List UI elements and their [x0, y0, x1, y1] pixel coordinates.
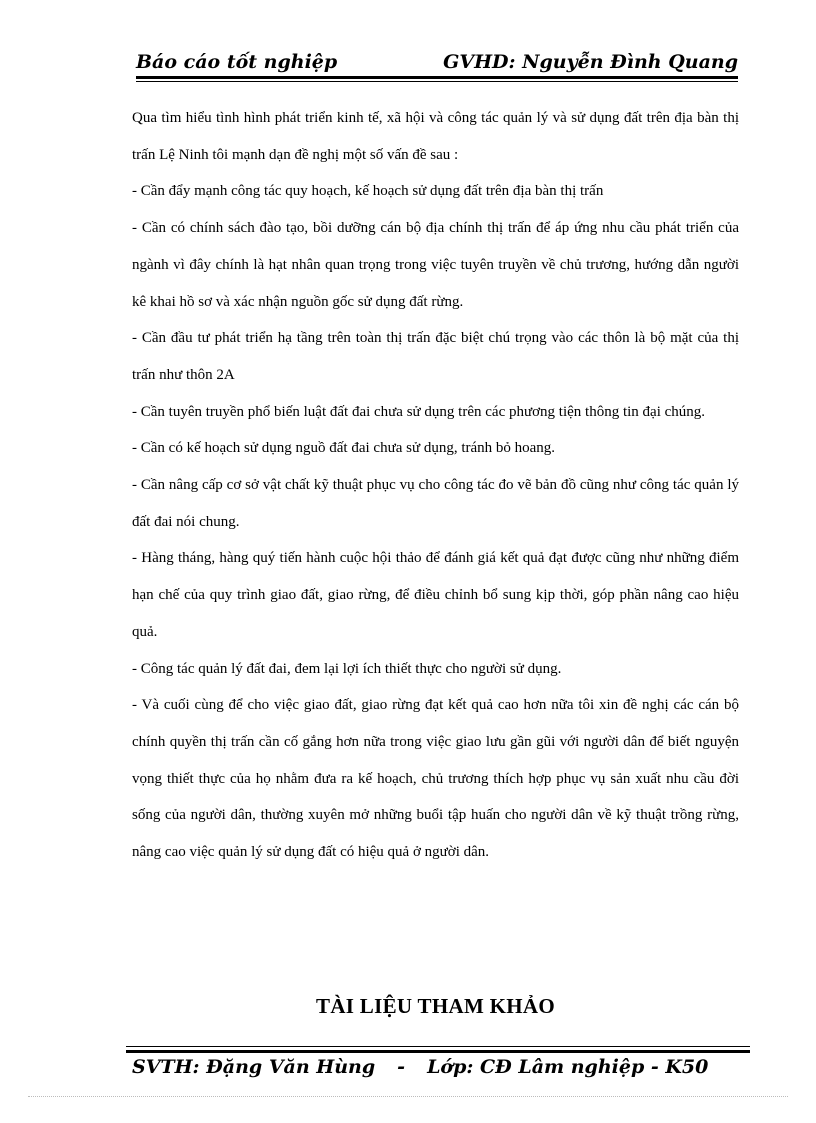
paragraph-item: - Hàng tháng, hàng quý tiến hành cuộc hội thảo để đánh giá kết quả đạt được cũng như những điểm hạn chế của quy trình giao đất, giao rừng, để điều chỉnh bổ sung kịp thời, góp phần nâng cao hiệu quả.	[132, 550, 739, 640]
paragraph-item: - Cần có chính sách đào tạo, bồi dưỡng cán bộ địa chính thị trấn để áp ứng nhu cầu phát triển của ngành vì đây chính là hạt nhân quan trọng trong việc tuyên truyền về chủ trương, hướng dẫn người kê khai hồ sơ và xác nhận nguồn gốc sử dụng đất rừng.	[132, 220, 739, 310]
footer-rule-thin	[126, 1046, 750, 1047]
paragraph-item: - Cần đẩy mạnh công tác quy hoạch, kế hoạch sử dụng đất trên địa bàn thị trấn	[132, 183, 604, 200]
header-supervisor: GVHD: Nguyễn Đình Quang	[443, 51, 738, 73]
page-bottom-border	[28, 1096, 788, 1097]
paragraph-intro: Qua tìm hiểu tình hình phát triển kinh tế, xã hội và công tác quản lý và sử dụng đất trên địa bàn thị trấn Lệ Ninh tôi mạnh dạn đề nghị một số vấn đề sau :	[132, 110, 739, 163]
header-rule-thick	[136, 76, 738, 79]
page-footer	[126, 1046, 750, 1080]
footer-student: SVTH: Đặng Văn Hùng	[132, 1056, 376, 1078]
paragraph-item: - Cần nâng cấp cơ sở vật chất kỹ thuật phục vụ cho công tác đo vẽ bản đồ cũng như công tác quản lý đất đai nói chung.	[132, 477, 739, 530]
paragraph-item: - Cần có kế hoạch sử dụng nguồ đất đai chưa sử dụng, tránh bỏ hoang.	[132, 440, 556, 457]
footer-separator: -	[397, 1056, 406, 1078]
paragraph-item: - Công tác quản lý đất đai, đem lại lợi ích thiết thực cho người sử dụng.	[132, 660, 562, 677]
paragraph-item: - Cần đầu tư phát triển hạ tầng trên toàn thị trấn đặc biệt chú trọng vào các thôn là bộ mặt của thị trấn như thôn 2A	[132, 330, 739, 383]
page-header	[136, 48, 738, 82]
paragraph-item: - Và cuối cùng để cho việc giao đất, giao rừng đạt kết quả cao hơn nữa tôi xin đề nghị các cán bộ chính quyền thị trấn cần cố gắng hơn nữa trong việc giao lưu gần gũi với người dân để biết nguyện vọng thiết thực của họ nhằm đưa ra kế hoạch, chủ trương thích hợp phục vụ sản xuất nhu cầu đời sống của người dân, thường xuyên mở những buổi tập huấn cho người dân về kỹ thuật trồng rừng, nâng cao việc quản lý sử dụng đất có hiệu quả ở người dân.	[132, 697, 739, 861]
body-text	[132, 100, 739, 871]
footer-class: Lớp: CĐ Lâm nghiệp - K50	[427, 1056, 709, 1078]
header-report-title: Báo cáo tốt nghiệp	[136, 51, 338, 73]
footer-text	[132, 1056, 708, 1078]
references-heading: TÀI LIỆU THAM KHẢO	[316, 994, 555, 1018]
footer-rule-thick	[126, 1050, 750, 1053]
header-rule-thin	[136, 81, 738, 82]
paragraph-item: - Cần tuyên truyền phổ biến luật đất đai chưa sử dụng trên các phương tiện thông tin đại chúng.	[132, 403, 706, 420]
